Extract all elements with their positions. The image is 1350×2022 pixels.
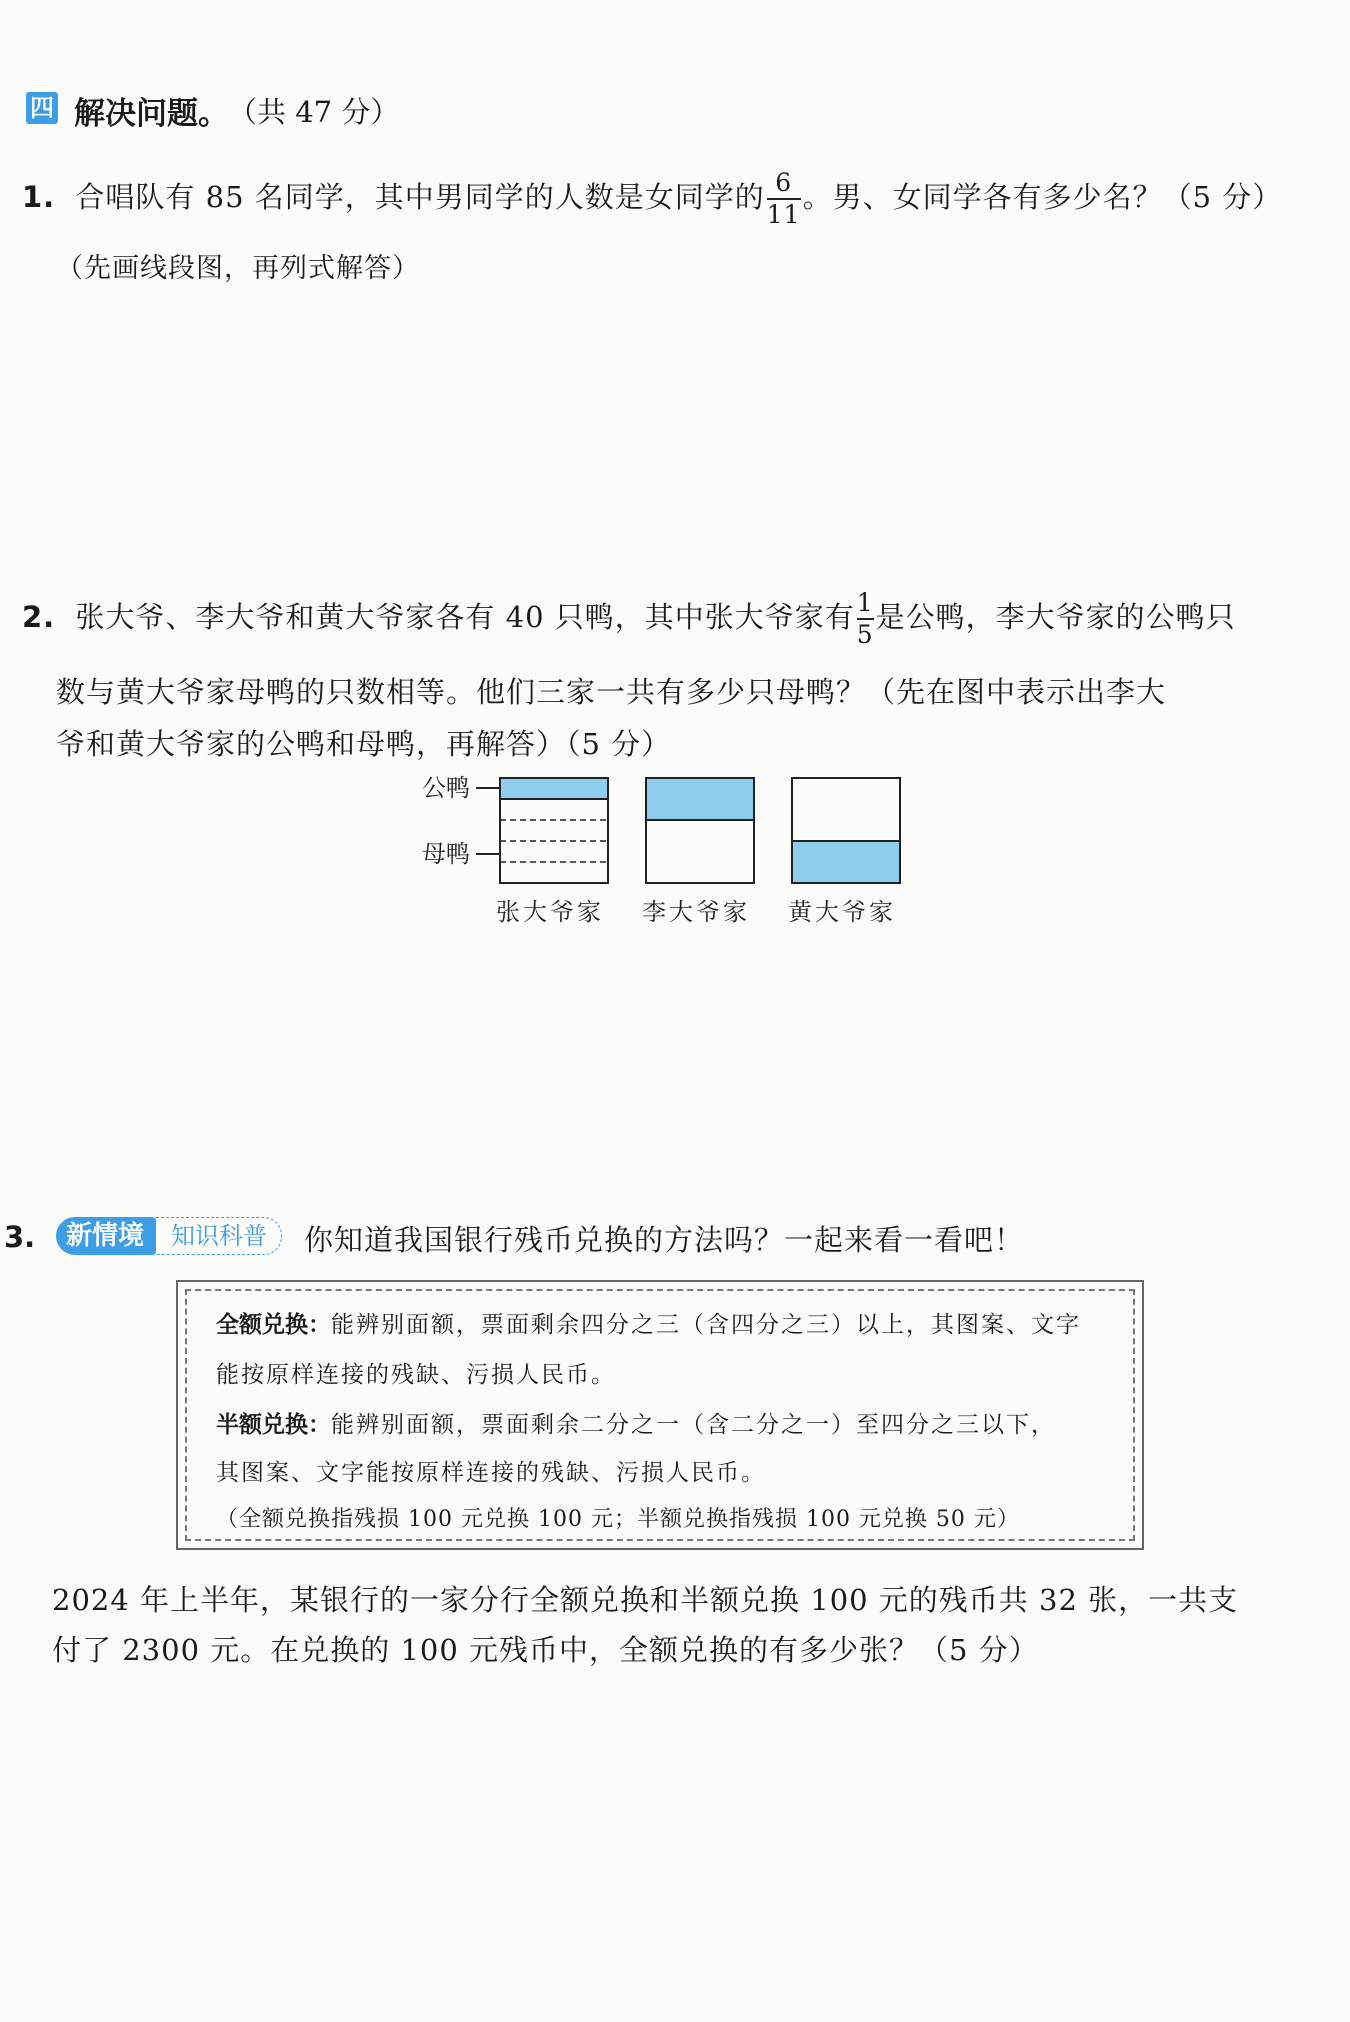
li-box (646, 778, 754, 883)
q1-note: （先画线段图，再列式解答） (56, 253, 420, 284)
q1-text (22, 168, 1282, 230)
full-exchange-text1: 能辨别面额，票面剩余四分之三（含四分之三）以上，其图案、文字 (331, 1312, 1081, 1338)
section-title: 解决问题。 (74, 96, 229, 132)
q1-text-after: 。男、女同学各有多少名？（5 分） (802, 180, 1283, 214)
q3-intro: 你知道我国银行残币兑换的方法吗？一起来看一看吧！ (304, 1223, 1025, 1257)
family-label-li: 李大爷家 (642, 898, 750, 926)
huang-box (792, 778, 900, 883)
zhang-division-lines (500, 799, 608, 862)
full-exchange-line2: 能按原样连接的残缺、污损人民币。 (216, 1362, 616, 1388)
q1-fraction (767, 168, 801, 230)
q2-number: 2. (22, 600, 56, 634)
full-exchange-line1 (216, 1306, 1081, 1339)
li-shaded-fill (646, 778, 754, 820)
q2-line1-before: 张大爷、李大爷和黄大爷家各有 40 只鸭，其中张大爷家有 (75, 600, 855, 634)
q2-line2: 数与黄大爷家母鸭的只数相等。他们三家一共有多少只母鸭？（先在图中表示出李大 (56, 675, 1167, 709)
zhang-male-fill (500, 778, 608, 799)
half-exchange-text1: 能辨别面额，票面剩余二分之一（含二分之一）至四分之三以下， (331, 1412, 1056, 1438)
family-label-huang: 黄大爷家 (788, 898, 896, 926)
q2-line3: 爷和黄大爷家的公鸭和母鸭，再解答）（5 分） (56, 727, 672, 761)
q1-number: 1. (22, 180, 56, 214)
q3-line2: 付了 2300 元。在兑换的 100 元残币中，全额兑换的有多少张？（5 分） (52, 1633, 1039, 1667)
info-box (176, 1280, 1144, 1550)
q2-line1-after: 是公鸭，李大爷家的公鸭只 (875, 600, 1236, 634)
zhang-box (500, 778, 608, 883)
diagram-label-female: 母鸭 (422, 840, 470, 868)
knowledge-tag: 知识科普 (152, 1217, 282, 1255)
q1-fraction-numerator: 6 (775, 168, 793, 197)
full-exchange-label: 全额兑换： (216, 1312, 331, 1338)
exchange-note: （全额兑换指残损 100 元兑换 100 元；半额兑换指残损 100 元兑换 50 元） (216, 1507, 1020, 1532)
half-exchange-label: 半额兑换： (216, 1412, 331, 1438)
q2-fraction (857, 588, 874, 650)
diagram-label-male: 公鸭 (422, 774, 470, 802)
duck-diagram (400, 760, 920, 940)
huang-shaded-fill (792, 841, 900, 883)
q3-line1: 2024 年上半年，某银行的一家分行全额兑换和半额兑换 100 元的残币共 32 张，一共支 (52, 1583, 1239, 1617)
family-label-zhang: 张大爷家 (496, 898, 604, 926)
q2-fraction-denominator: 5 (856, 620, 874, 649)
q1-fraction-denominator: 11 (766, 200, 801, 229)
half-exchange-line1 (216, 1406, 1056, 1439)
new-context-tag: 新情境 (56, 1217, 156, 1255)
q2-line1 (22, 588, 1236, 650)
half-exchange-line2: 其图案、文字能按原样连接的残缺、污损人民币。 (216, 1460, 766, 1486)
q3-number: 3. (4, 1220, 36, 1254)
q1-text-before: 合唱队有 85 名同学，其中男同学的人数是女同学的 (75, 180, 765, 214)
section-badge: 四 (26, 92, 58, 124)
section-score: （共 47 分） (228, 95, 400, 129)
q2-fraction-numerator: 1 (856, 588, 874, 617)
